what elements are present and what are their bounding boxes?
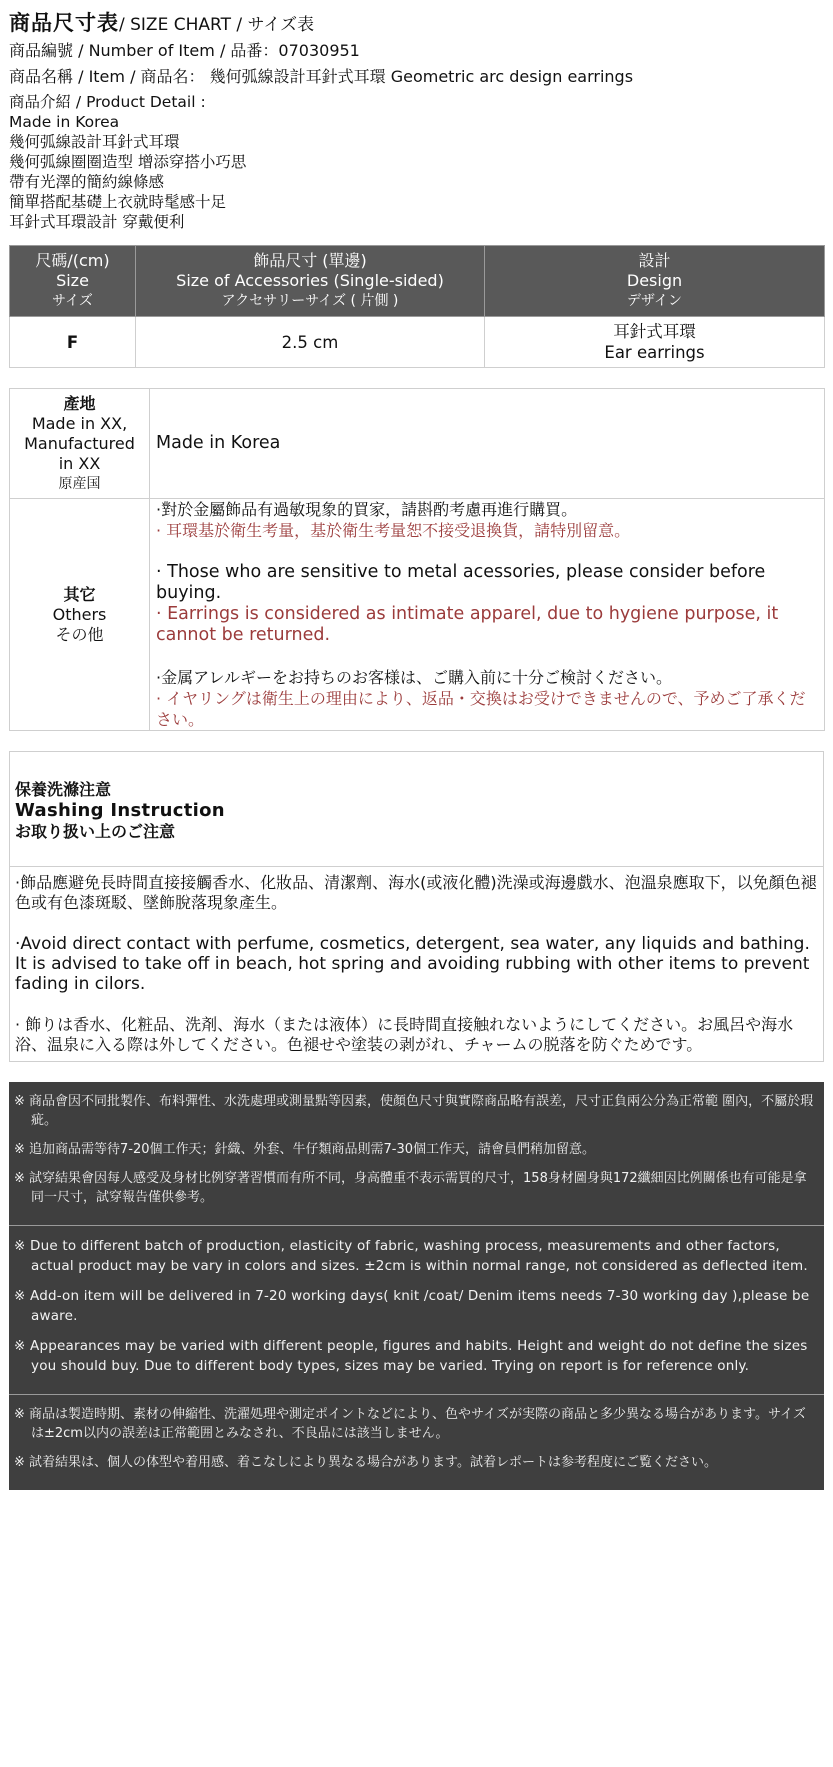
note-item: ※ 試穿結果會因每人感受及身材比例穿著習慣而有所不同，身高體重不表示需買的尺寸，158身材圖身與172纖細因比例關係也有可能是拿同一尺寸，試穿報告僅供參考。 — [14, 1171, 807, 1205]
others-ja-return: · イヤリングは衛生上の理由により、返品・交換はお受けできませんので、予めご了承ください。 — [156, 689, 806, 729]
note-item: ※ Appearances may be varied with different people, figures and habits. Height and weight do not define the sizes you should buy. Due to different body types, sizes may be varied. Trying on report is for reference only. — [14, 1338, 808, 1374]
origin-label — [10, 389, 150, 499]
washing-title — [10, 752, 823, 867]
washing-ja: · 飾りは香水、化粧品、洗剤、海水（または液体）に長時間直接触れないようにしてください。お風呂や海水浴、温泉に入る際は外してください。色褪せや塗装の剥がれ、チャームの脱落を防ぐためです。 — [15, 1015, 794, 1054]
header-design-ja: デザイン — [626, 293, 683, 309]
header-accessory-size — [136, 246, 485, 317]
header-design-zh: 設計 — [638, 251, 671, 270]
origin-label-en-2: Manufactured — [24, 433, 135, 453]
size-table-header — [10, 246, 825, 317]
header-design-en: Design — [626, 271, 683, 290]
others-ja-allergy: ·金属アレルギーをお持ちのお客様は、ご購入前に十分ご検討ください。 — [156, 668, 673, 687]
detail-label: 商品介紹 / Product Detail : — [9, 93, 206, 111]
origin-label-ja: 原産国 — [58, 475, 101, 492]
detail-line: 幾何弧線設計耳針式耳環 — [9, 133, 180, 151]
detail-line: Made in Korea — [9, 113, 120, 131]
detail-line: 簡單搭配基礎上衣就時髦感十足 — [9, 193, 227, 211]
origin-label-en-1: Made in XX, — [31, 413, 128, 433]
washing-zh: ·飾品應避免長時間直接接觸香水、化妝品、清潔劑、海水(或液化體)洗澡或海邊戲水、泡溫泉應取下，以免顏色褪色或有色漆斑駁、墜飾脫落現象產生。 — [15, 873, 817, 912]
size-chart-page — [9, 0, 824, 1490]
title-main: 商品尺寸表 — [9, 11, 119, 35]
cell-size: F — [10, 317, 136, 368]
item-number: 商品編號 / Number of Item / 品番：07030951 — [9, 41, 360, 60]
header-accessory-zh: 飾品尺寸 (單邊) — [253, 251, 367, 270]
design-zh: 耳針式耳環 — [613, 322, 696, 341]
notes-zh — [9, 1082, 824, 1225]
detail-line: 帶有光澤的簡約線條感 — [9, 173, 165, 191]
cell-design — [485, 317, 825, 368]
note-item: ※ 商品は製造時期、素材の伸縮性、洗濯処理や測定ポイントなどにより、色やサイズが実際の商品と多少異なる場合があります。サイズは±2cm以内の誤差は正常範囲とみなされ、不良品には該当しません。 — [14, 1407, 806, 1441]
header-size-ja: サイズ — [52, 293, 93, 309]
others-label-zh: 其它 — [63, 584, 96, 604]
washing-title-ja: お取り扱い上のご注意 — [15, 822, 176, 841]
others-en-allergy: · Those who are sensitive to metal acessories, please consider before buying. — [156, 562, 766, 603]
info-table — [9, 388, 825, 731]
design-en: Ear earrings — [604, 343, 705, 362]
header-size-en: Size — [56, 271, 89, 290]
note-item: ※ 商品會因不同批製作、布料彈性、水洗處理或測量點等因素，使顏色尺寸與實際商品略有誤差，尺寸正負兩公分為正常範 圍內，不屬於瑕疵。 — [14, 1094, 814, 1128]
washing-title-zh: 保養洗滌注意 — [15, 780, 112, 799]
origin-value: Made in Korea — [150, 389, 825, 499]
header-design — [485, 246, 825, 317]
notes-en — [9, 1225, 824, 1394]
origin-label-zh: 產地 — [63, 393, 96, 413]
detail-line: 耳針式耳環設計 穿戴便利 — [9, 213, 185, 231]
washing-title-en: Washing Instruction — [15, 800, 225, 821]
header-accessory-en: Size of Accessories (Single-sided) — [176, 271, 444, 290]
notes-panel — [9, 1082, 824, 1490]
header-accessory-ja: アクセサリーサイズ ( 片側 ) — [221, 293, 399, 309]
size-table — [9, 245, 825, 368]
item-name: 商品名稱 / Item / 商品名： 幾何弧線設計耳針式耳環 Geometric arc design earrings — [9, 67, 634, 86]
others-zh-return: · 耳環基於衛生考量，基於衛生考量恕不接受退換貨，請特別留意。 — [156, 521, 631, 540]
table-row — [10, 317, 825, 368]
washing-en: ·Avoid direct contact with perfume, cosmetics, detergent, sea water, any liquids and bathing. It is advised to take off in beach, hot spring and avoiding rubbing with other items to prevent fading in cilors. — [15, 934, 810, 994]
washing-body — [10, 867, 823, 1061]
notes-ja — [9, 1394, 824, 1490]
header-size-zh: 尺碼/(cm) — [35, 251, 110, 270]
header-size — [10, 246, 136, 317]
origin-label-en-3: in XX — [58, 453, 101, 473]
washing-instruction — [9, 751, 824, 1062]
page-title — [9, 10, 824, 38]
others-zh-allergy: ·對於金屬飾品有過敏現象的買家，請斟酌考慮再進行購買。 — [156, 500, 578, 519]
cell-accessory-size: 2.5 cm — [136, 317, 485, 368]
note-item: ※ 試着結果は、個人の体型や着用感、着こなしにより異なる場合があります。試着レポートは参考程度にご覧ください。 — [14, 1455, 717, 1470]
others-row — [10, 499, 825, 731]
others-label — [10, 499, 150, 731]
others-label-ja: その他 — [55, 624, 104, 644]
product-detail — [9, 92, 824, 232]
note-item: ※ Add-on item will be delivered in 7-20 working days( knit /coat/ Denim items needs 7-30 working day ),please be aware. — [14, 1288, 810, 1324]
title-rest: / SIZE CHART / サイズ表 — [119, 15, 315, 35]
detail-line: 幾何弧線圈圈造型 增添穿搭小巧思 — [9, 153, 247, 171]
note-item: ※ 追加商品需等待7-20個工作天；針織、外套、牛仔類商品則需7-30個工作天，請會員們稍加留意。 — [14, 1142, 596, 1157]
origin-row — [10, 389, 825, 499]
others-label-en: Others — [52, 604, 107, 624]
note-item: ※ Due to different batch of production, elasticity of fabric, washing process, measurements and other factors, actual product may be vary in colors and sizes. ±2cm is within normal range, not considered as deflected item. — [14, 1238, 808, 1274]
others-en-return: · Earrings is considered as intimate apparel, due to hygiene purpose, it cannot be returned. — [156, 604, 779, 645]
others-content — [150, 499, 825, 731]
